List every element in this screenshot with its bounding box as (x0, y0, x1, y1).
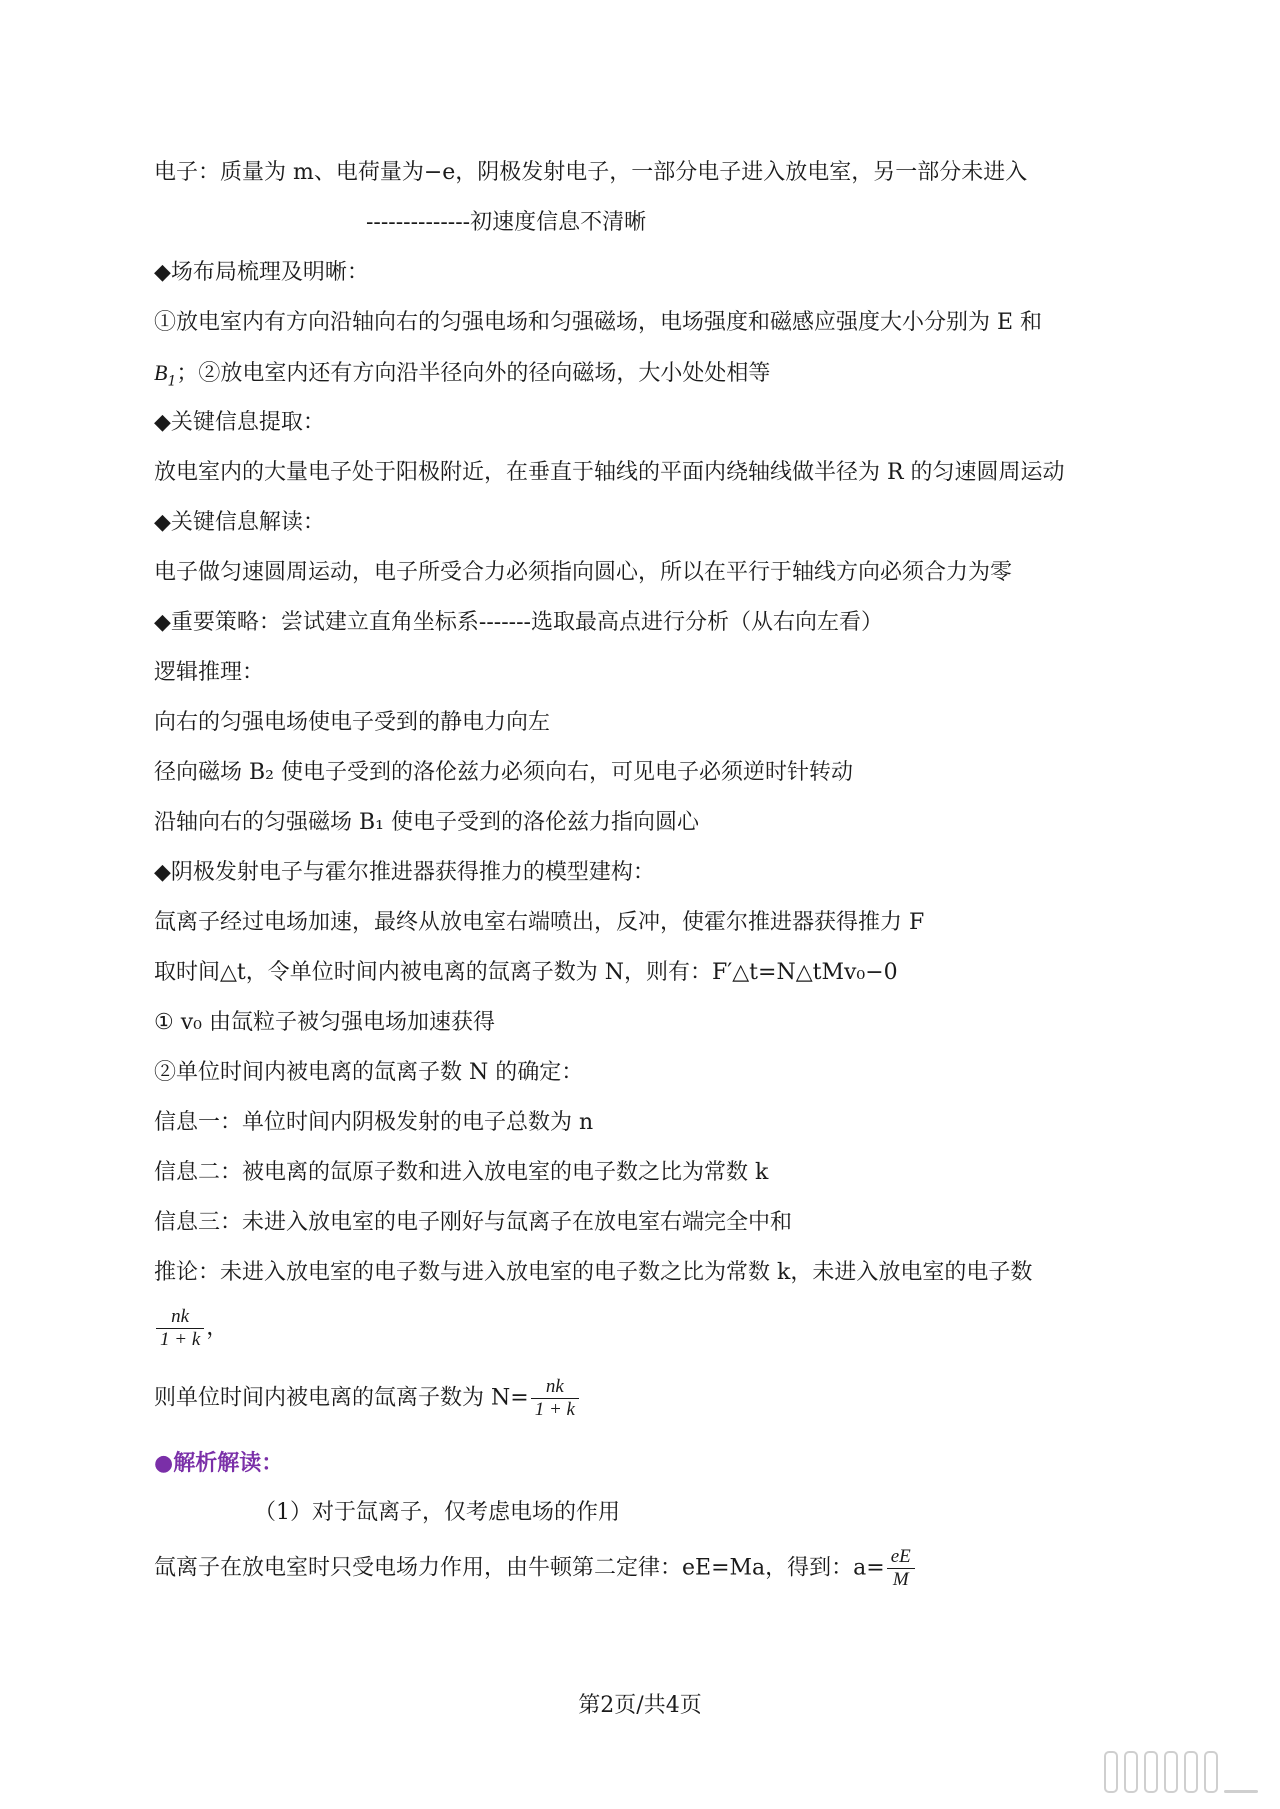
watermark-bar (1104, 1751, 1118, 1793)
fraction-numerator: eE (887, 1546, 915, 1569)
text-line (154, 356, 1144, 390)
text-line: 推论：未进入放电室的电子数与进入放电室的电子数之比为常数 k，未进入放电室的电子数 (154, 1260, 1033, 1285)
fraction (156, 1306, 204, 1351)
math-subscript: 1 (167, 373, 177, 390)
text-line (154, 1306, 1144, 1360)
text-line: 信息二：被电离的氙原子数和进入放电室的电子数之比为常数 k (154, 1160, 769, 1185)
section-heading: ◆关键信息提取： (154, 410, 325, 435)
text-line: 电子做匀速圆周运动，电子所受合力必须指向圆心，所以在平行于轴线方向必须合力为零 (154, 560, 1013, 585)
page-number-footer: 第2页/共4页 (578, 1693, 702, 1718)
fraction (887, 1546, 915, 1591)
math-b1: B (154, 360, 168, 385)
text-line: 取时间△t，令单位时间内被电离的氙离子数为 N，则有：F′△t=N△tMv₀−0 (154, 960, 898, 985)
text-line: ①放电室内有方向沿轴向右的匀强电场和匀强磁场，电场强度和磁感应强度大小分别为 E 和 (154, 310, 1043, 335)
text-line: （1）对于氙离子，仅考虑电场的作用 (254, 1500, 620, 1525)
text-line (154, 1376, 1144, 1430)
text-line: 逻辑推理： (154, 660, 265, 685)
text-line: ① v₀ 由氙粒子被匀强电场加速获得 (154, 1010, 495, 1035)
watermark-icon (1104, 1751, 1258, 1793)
text-span: ；②放电室内还有方向沿半径向外的径向磁场，大小处处相等 (176, 361, 771, 386)
text-line: 径向磁场 B₂ 使电子受到的洛伦兹力必须向右，可见电子必须逆时针转动 (154, 760, 853, 785)
watermark-bar (1144, 1751, 1158, 1793)
text-line: 信息三：未进入放电室的电子刚好与氙离子在放电室右端完全中和 (154, 1210, 793, 1235)
section-heading: ◆场布局梳理及明晰： (154, 260, 369, 285)
fraction-denominator: M (892, 1569, 909, 1590)
text-line: 电子：质量为 m、电荷量为−e，阴极发射电子，一部分电子进入放电室，另一部分未进入 (154, 160, 1028, 185)
fraction-denominator: 1 + k (534, 1399, 575, 1420)
section-heading: ◆阴极发射电子与霍尔推进器获得推力的模型建构： (154, 860, 655, 885)
fraction-denominator: 1 + k (160, 1329, 201, 1350)
text-line: 信息一：单位时间内阴极发射的电子总数为 n (154, 1110, 594, 1135)
text-line: 氙离子经过电场加速，最终从放电室右端喷出，反冲，使霍尔推进器获得推力 F (154, 910, 925, 935)
fraction-numerator: nk (531, 1376, 579, 1399)
text-line: 放电室内的大量电子处于阳极附近，在垂直于轴线的平面内绕轴线做半径为 R 的匀速圆周运动 (154, 460, 1065, 485)
analysis-heading: ●解析解读： (154, 1450, 284, 1476)
text-span: 氙离子在放电室时只受电场力作用，由牛顿第二定律：eE=Ma，得到：a= (154, 1555, 885, 1581)
document-body (154, 156, 1144, 1616)
watermark-base (1224, 1790, 1258, 1793)
watermark-bar (1184, 1751, 1198, 1793)
fraction (531, 1376, 579, 1421)
text-span: 则单位时间内被电离的氙离子数为 N= (154, 1385, 529, 1411)
text-line (154, 1546, 1144, 1600)
watermark-bar (1164, 1751, 1178, 1793)
watermark-bar (1124, 1751, 1138, 1793)
text-line: --------------初速度信息不清晰 (366, 210, 647, 235)
text-span: ， (206, 1315, 229, 1341)
watermark-bar (1204, 1751, 1218, 1793)
section-heading: ◆关键信息解读： (154, 510, 325, 535)
text-line: 沿轴向右的匀强磁场 B₁ 使电子受到的洛伦兹力指向圆心 (154, 810, 699, 835)
section-heading: ◆重要策略：尝试建立直角坐标系-------选取最高点进行分析（从右向左看） (154, 610, 883, 635)
text-line: 向右的匀强电场使电子受到的静电力向左 (154, 710, 551, 735)
text-line: ②单位时间内被电离的氙离子数 N 的确定： (154, 1060, 584, 1085)
fraction-numerator: nk (156, 1306, 204, 1329)
